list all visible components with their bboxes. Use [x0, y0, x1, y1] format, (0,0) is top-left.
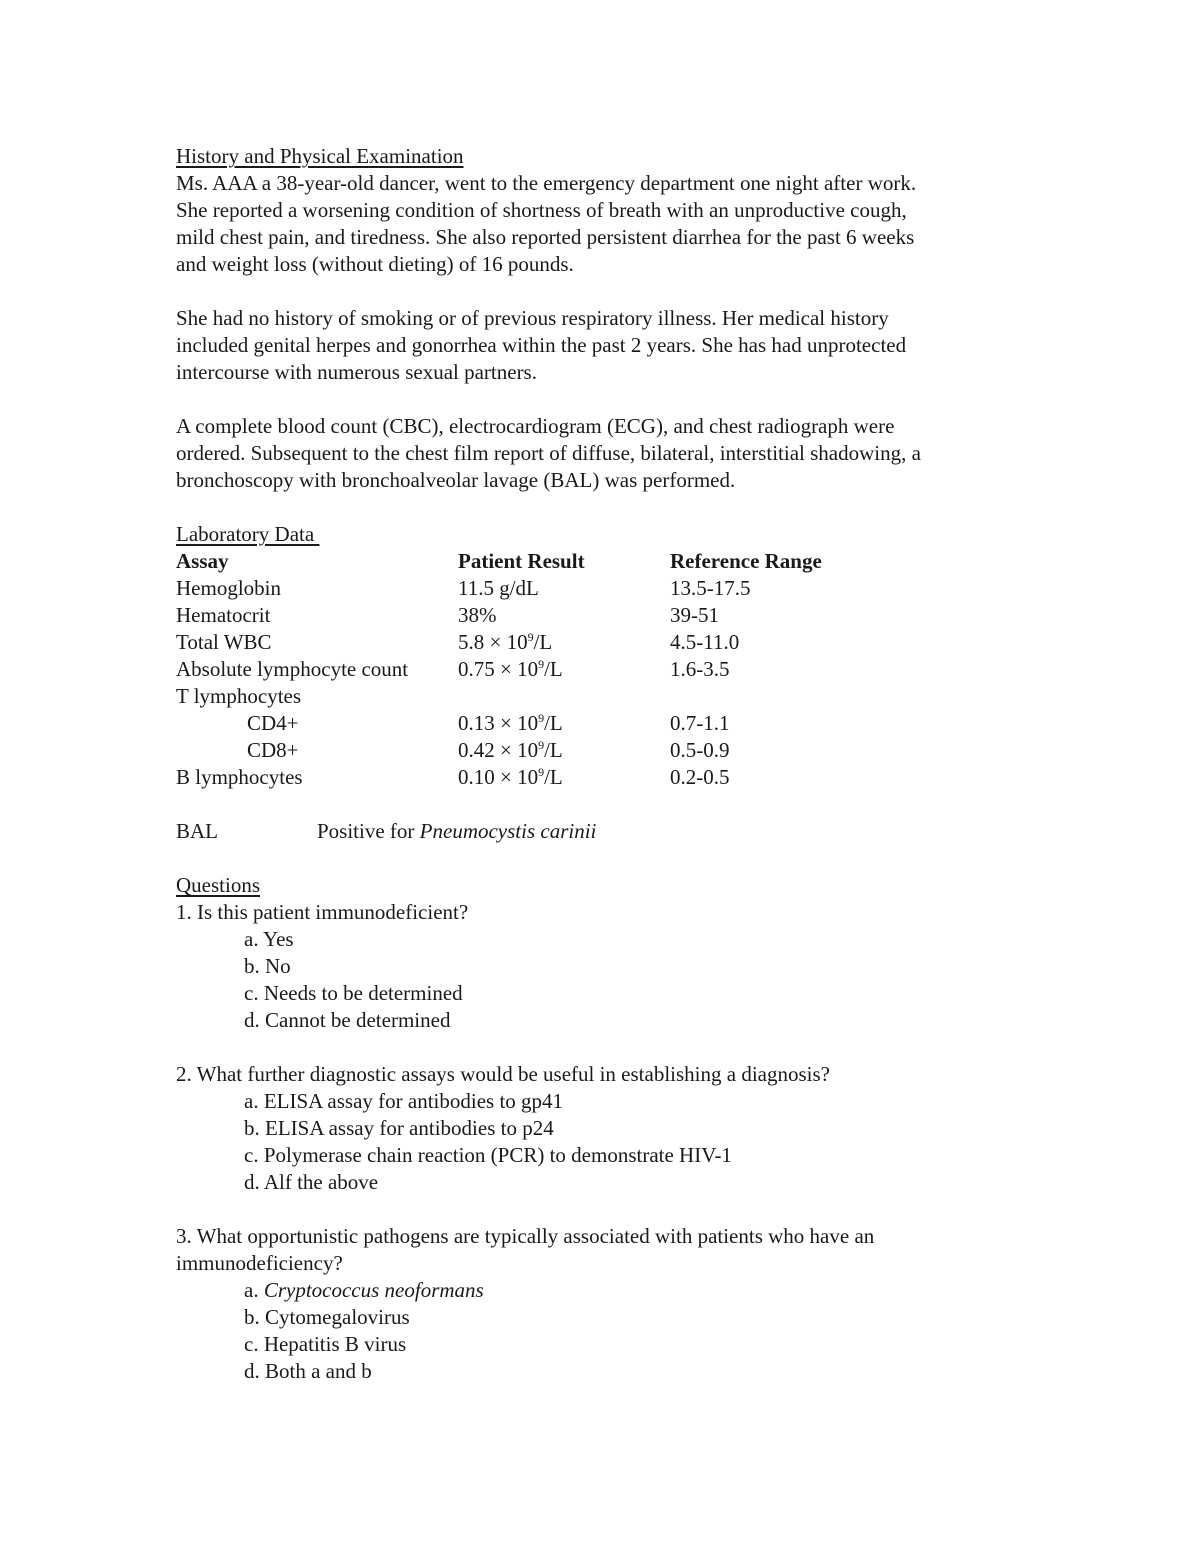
question-1-option: c. Needs to be determined [244, 981, 463, 1005]
reference-range: 39-51 [670, 603, 719, 627]
history-line: Ms. AAA a 38-year-old dancer, went to the emergency department one night after work. [176, 171, 917, 195]
questions-title: Questions [176, 873, 260, 897]
assay-name: Hematocrit [176, 603, 271, 627]
reference-range: 0.2-0.5 [670, 765, 730, 789]
assay-name: CD8+ [247, 738, 299, 762]
question-3-option: b. Cytomegalovirus [244, 1305, 410, 1329]
bal-organism: Pneumocystis carinii [419, 819, 597, 843]
lab-row-hematocrit [176, 602, 1036, 629]
lab-table-header [176, 548, 1036, 575]
reference-range: 4.5-11.0 [670, 630, 740, 654]
question-3-option: c. Hepatitis B virus [244, 1332, 407, 1356]
bal-text: Positive for [317, 819, 420, 843]
workup-line: A complete blood count (CBC), electrocardiogram (ECG), and chest radiograph were [176, 414, 895, 438]
header-reference-range: Reference Range [670, 549, 822, 573]
reference-range: 0.5-0.9 [670, 738, 730, 762]
social-history-line: She had no history of smoking or of previous respiratory illness. Her medical history [176, 306, 889, 330]
patient-result: 11.5 g/dL [458, 576, 539, 600]
lab-row-hemoglobin [176, 575, 1036, 602]
lab-row-total-wbc [176, 629, 1036, 656]
reference-range: 0.7-1.1 [670, 711, 730, 735]
question-2-option: d. Alf the above [244, 1170, 379, 1194]
lab-row-b-lymphocytes [176, 764, 1036, 791]
assay-name: Hemoglobin [176, 576, 281, 600]
history-line: She reported a worsening condition of shortness of breath with an unproductive cough, [176, 198, 907, 222]
header-assay: Assay [176, 549, 229, 573]
assay-name: Absolute lymphocyte count [176, 657, 409, 681]
history-line: mild chest pain, and tiredness. She also reported persistent diarrhea for the past 6 weeks [176, 225, 915, 249]
workup-line: ordered. Subsequent to the chest film report of diffuse, bilateral, interstitial shadowing, a [176, 441, 921, 465]
social-history-line: intercourse with numerous sexual partners. [176, 360, 537, 384]
lab-row-t-lymphocytes [176, 683, 1036, 710]
question-3: 3. What opportunistic pathogens are typically associated with patients who have an [176, 1224, 875, 1248]
history-line: and weight loss (without dieting) of 16 pounds. [176, 252, 574, 276]
lab-row-cd4 [176, 710, 1036, 737]
question-1-option: a. Yes [244, 927, 294, 951]
question-3-option: d. Both a and b [244, 1359, 372, 1383]
assay-name: Total WBC [176, 630, 272, 654]
social-history-line: included genital herpes and gonorrhea within the past 2 years. She has had unprotected [176, 333, 907, 357]
workup-line: bronchoscopy with bronchoalveolar lavage (BAL) was performed. [176, 468, 736, 492]
question-2: 2. What further diagnostic assays would be useful in establishing a diagnosis? [176, 1062, 830, 1086]
header-patient-result: Patient Result [458, 549, 585, 573]
lab-row-cd8 [176, 737, 1036, 764]
bal-label: BAL [176, 819, 218, 843]
reference-range: 13.5-17.5 [670, 576, 751, 600]
question-2-option: a. ELISA assay for antibodies to gp41 [244, 1089, 564, 1113]
patient-result: 38% [458, 603, 497, 627]
patient-result: $0.75 \times 10^9/L$ [458, 657, 563, 681]
lab-row-absolute-lymphocyte [176, 656, 1036, 683]
question-3-continued: immunodeficiency? [176, 1251, 343, 1275]
question-1-option: d. Cannot be determined [244, 1008, 451, 1032]
lab-data-title: Laboratory Data [176, 522, 320, 546]
patient-result: $0.10 \times 10^9/L$ [458, 765, 563, 789]
question-1: 1. Is this patient immunodeficient? [176, 900, 469, 924]
assay-name: T lymphocytes [176, 684, 302, 708]
section-heading-history: History and Physical Examination [176, 144, 464, 168]
assay-name: CD4+ [247, 711, 299, 735]
question-2-option: b. ELISA assay for antibodies to p24 [244, 1116, 554, 1140]
lab-table [176, 548, 1036, 791]
question-1-option: b. No [244, 954, 291, 978]
reference-range: 1.6-3.5 [670, 657, 730, 681]
assay-name: B lymphocytes [176, 765, 303, 789]
document-page [176, 143, 1036, 1385]
patient-result: $0.42 \times 10^9/L$ [458, 738, 563, 762]
question-3-option: a. Cryptococcus neoformans [244, 1278, 484, 1302]
question-2-option: c. Polymerase chain reaction (PCR) to demonstrate HIV-1 [244, 1143, 732, 1167]
patient-result: $0.13 \times 10^9/L$ [458, 711, 563, 735]
bal-result [176, 818, 1036, 845]
patient-result: $5.8 \times 10^9/L$ [458, 630, 553, 654]
